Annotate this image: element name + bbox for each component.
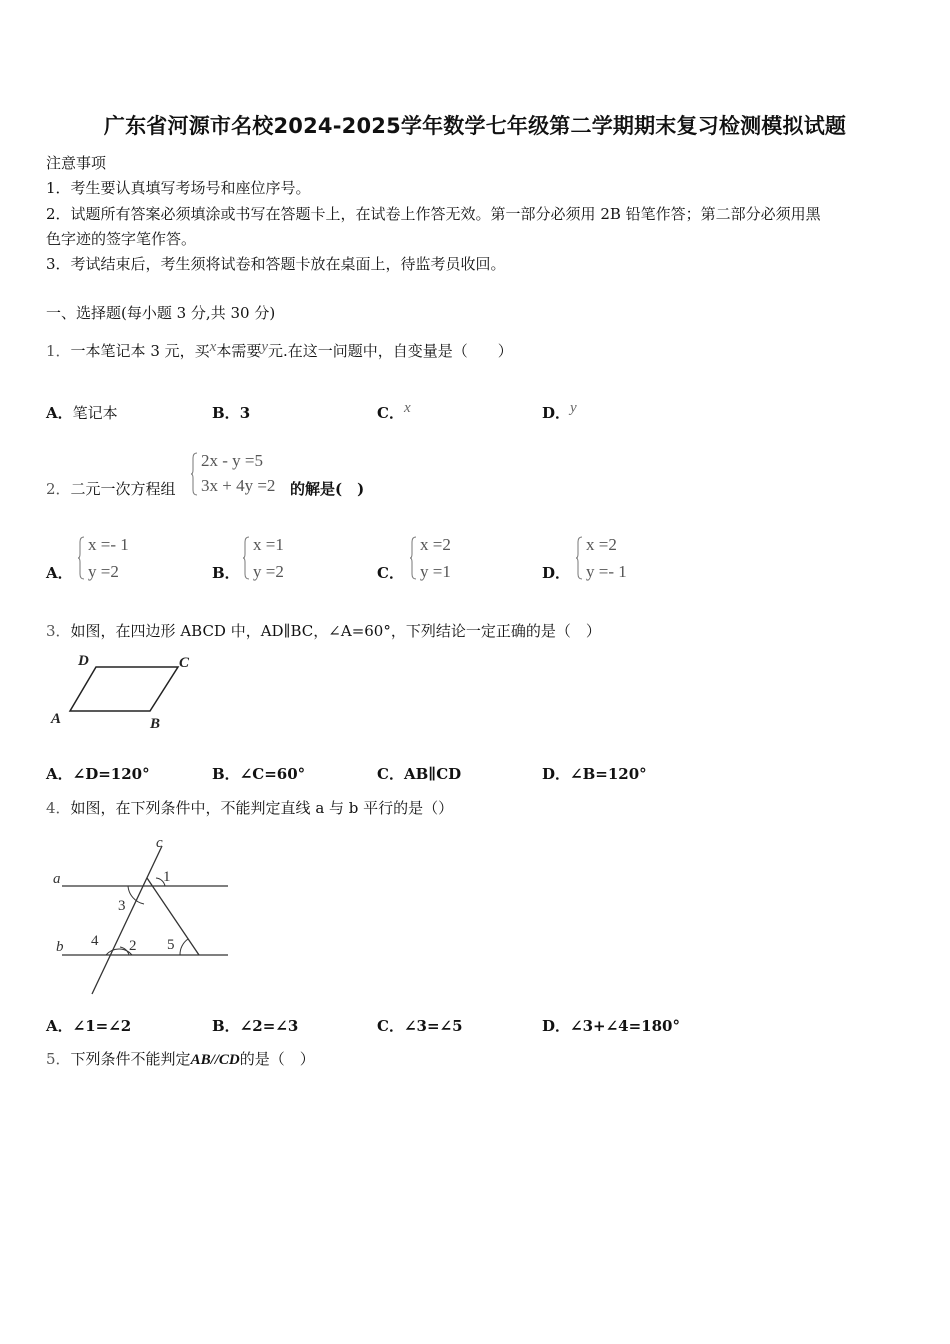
- angle-5-label: 5: [167, 937, 175, 953]
- notice-line-4: 3．考试结束后，考生须将试卷和答题卡放在桌面上，待监考员收回。: [46, 255, 506, 273]
- question-text: 元.在这一问题中，自变量是（ ）: [268, 342, 513, 360]
- parallelogram-figure: [44, 648, 204, 732]
- option-b[interactable]: [212, 763, 305, 784]
- vertex-c-label: C: [179, 655, 190, 671]
- option-text: ∠3=∠5: [403, 1017, 463, 1035]
- option-b[interactable]: B．: [212, 564, 240, 582]
- brace-icon: [410, 536, 417, 580]
- vertex-d-label: D: [78, 653, 89, 669]
- brace-icon: [243, 536, 250, 580]
- notice-line-3: 色字迹的签字笔作答。: [46, 230, 197, 248]
- line-b-label: b: [56, 939, 64, 955]
- option-text: y: [570, 400, 577, 416]
- brace-icon: [78, 536, 85, 580]
- solution-y: y =2: [88, 562, 119, 581]
- angle-4-label: 4: [91, 933, 99, 949]
- question-text: 二元一次方程组: [70, 480, 176, 498]
- option-c[interactable]: [377, 402, 411, 423]
- page-title: 广东省河源市名校2024-2025学年数学七年级第二学期期末复习检测模拟试题: [103, 114, 847, 138]
- option-label: C．: [377, 1017, 404, 1035]
- option-text: AB∥CD: [403, 765, 462, 783]
- option-a[interactable]: [46, 1015, 131, 1036]
- solution-x: x =2: [586, 535, 617, 554]
- variable-y: y: [261, 339, 268, 355]
- notice-heading: 注意事项: [46, 154, 107, 172]
- option-text: ∠B=120°: [570, 765, 647, 783]
- option-c[interactable]: [377, 1015, 463, 1036]
- question-text: 一本笔记本 3 元，买: [70, 342, 210, 360]
- option-text: 笔记本: [72, 404, 118, 422]
- option-d[interactable]: [542, 402, 577, 423]
- option-label: D．: [542, 1017, 571, 1035]
- question-text: 的解是( ): [290, 480, 365, 498]
- option-a[interactable]: [46, 763, 150, 784]
- question-4: [46, 797, 453, 818]
- option-text: ∠D=120°: [72, 765, 150, 783]
- solution-y: y =- 1: [586, 562, 627, 581]
- vertex-b-label: B: [150, 716, 161, 732]
- brace-icon: [191, 452, 198, 496]
- brace-icon: [576, 536, 583, 580]
- solution-y: y =1: [420, 562, 451, 581]
- question-5: [46, 1048, 315, 1069]
- variable-x: x: [209, 339, 217, 355]
- option-label: C．: [377, 765, 404, 783]
- question-text: 如图，在四边形 ABCD 中，AD∥BC，∠A=60°，下列结论一定正确的是（ ）: [70, 622, 601, 640]
- question-text: 的是（ ）: [239, 1050, 315, 1068]
- notice-line-1: 1．考生要认真填写考场号和座位序号。: [46, 179, 311, 197]
- option-label: A．: [46, 404, 73, 422]
- option-d[interactable]: [542, 1015, 680, 1036]
- angle-3-label: 3: [118, 898, 126, 914]
- solution-x: x =1: [253, 535, 284, 554]
- question-number: 2．: [46, 480, 71, 498]
- option-c[interactable]: [377, 763, 461, 784]
- option-text: ∠3+∠4=180°: [570, 1017, 680, 1035]
- angle-1-label: 1: [163, 869, 171, 885]
- line-c: [92, 846, 162, 994]
- angle-5-arc: [180, 939, 188, 955]
- option-label: C．: [377, 404, 404, 422]
- option-b[interactable]: [212, 1015, 298, 1036]
- option-a[interactable]: A．: [46, 564, 73, 582]
- option-text: ∠1=∠2: [72, 1017, 132, 1035]
- question-3: [46, 620, 601, 641]
- question-2: [46, 478, 176, 499]
- equation-2: 3x + 4y =2: [201, 476, 276, 495]
- option-text: ∠C=60°: [239, 765, 306, 783]
- option-label: B．: [212, 404, 240, 422]
- solution-y: y =2: [253, 562, 284, 581]
- parallel-lines-figure: [48, 832, 238, 1002]
- option-d[interactable]: [542, 763, 647, 784]
- option-text: ∠2=∠3: [239, 1017, 299, 1035]
- solution-x: x =2: [420, 535, 451, 554]
- option-label: D．: [542, 765, 571, 783]
- angle-2-arc: [120, 947, 129, 955]
- option-d[interactable]: D．: [542, 564, 571, 582]
- option-c[interactable]: C．: [377, 564, 404, 582]
- question-text: 如图，在下列条件中，不能判定直线 a 与 b 平行的是（）: [70, 799, 454, 817]
- option-a[interactable]: [46, 402, 118, 423]
- option-b[interactable]: [212, 402, 250, 423]
- option-label: D．: [542, 404, 571, 422]
- parallelogram-shape: [70, 667, 178, 711]
- section-heading: 一、选择题(每小题 3 分,共 30 分): [46, 304, 276, 322]
- option-text: x: [403, 400, 411, 416]
- option-text: 3: [239, 404, 251, 422]
- notice-line-2: 2．试题所有答案必须填涂或书写在答题卡上，在试卷上作答无效。第一部分必须用 2B 铅笔作答；第二部分必须用黑: [46, 205, 821, 223]
- question-text: 下列条件不能判定: [70, 1050, 191, 1068]
- question-number: 5．: [46, 1050, 71, 1068]
- option-label: B．: [212, 1017, 240, 1035]
- question-number: 1．: [46, 342, 71, 360]
- line-a-label: a: [53, 871, 61, 887]
- angle-2-label: 2: [129, 938, 137, 954]
- solution-x: x =- 1: [88, 535, 129, 554]
- option-label: A．: [46, 765, 73, 783]
- line-c-label: c: [156, 835, 163, 851]
- equation-1: 2x - y =5: [201, 451, 263, 470]
- question-number: 3．: [46, 622, 71, 640]
- option-label: A．: [46, 1017, 73, 1035]
- vertex-a-label: A: [51, 711, 62, 727]
- question-text: 本需要: [216, 342, 262, 360]
- option-label: B．: [212, 765, 240, 783]
- question-1: [46, 340, 513, 361]
- math-expression: AB//CD: [190, 1052, 240, 1068]
- question-number: 4．: [46, 799, 71, 817]
